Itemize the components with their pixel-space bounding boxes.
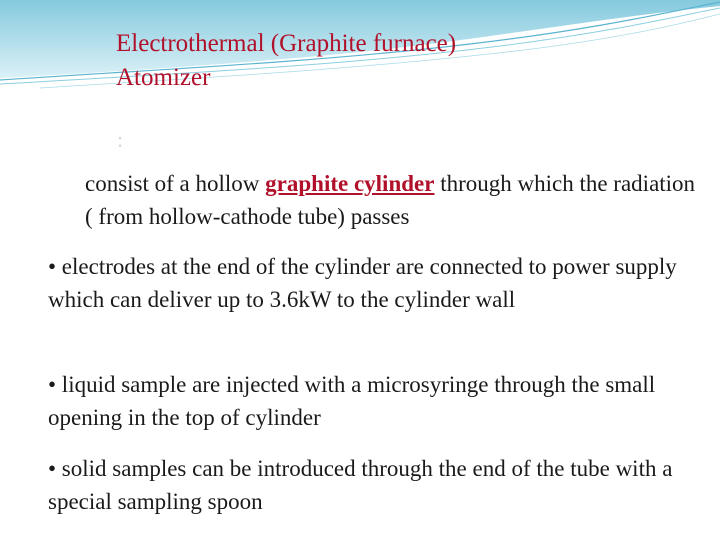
bullet-liquid-sample: • liquid sample are injected with a microsyringe through the small opening in the top of cylinder [48, 372, 656, 430]
title-line-1: Electrothermal (Graphite furnace) [116, 30, 457, 57]
intro-paragraph [85, 167, 705, 233]
bullet-solid-samples: • solid samples can be introduced through the end of the tube with a special sampling spoon [48, 456, 673, 514]
title-line-2: Atomizer [116, 64, 211, 91]
bullet-electrodes: • electrodes at the end of the cylinder are connected to power supply which can deliver up to 3.6kW to the cylinder wall [48, 254, 677, 312]
intro-text-after: through which the radiation ( from hollow-cathode tube) passes [85, 171, 696, 229]
slide-title [116, 27, 456, 95]
faint-colon-mark: : [117, 127, 124, 152]
highlight-graphite-cylinder: graphite cylinder [265, 171, 435, 196]
intro-text-before: consist of a hollow [85, 171, 266, 196]
